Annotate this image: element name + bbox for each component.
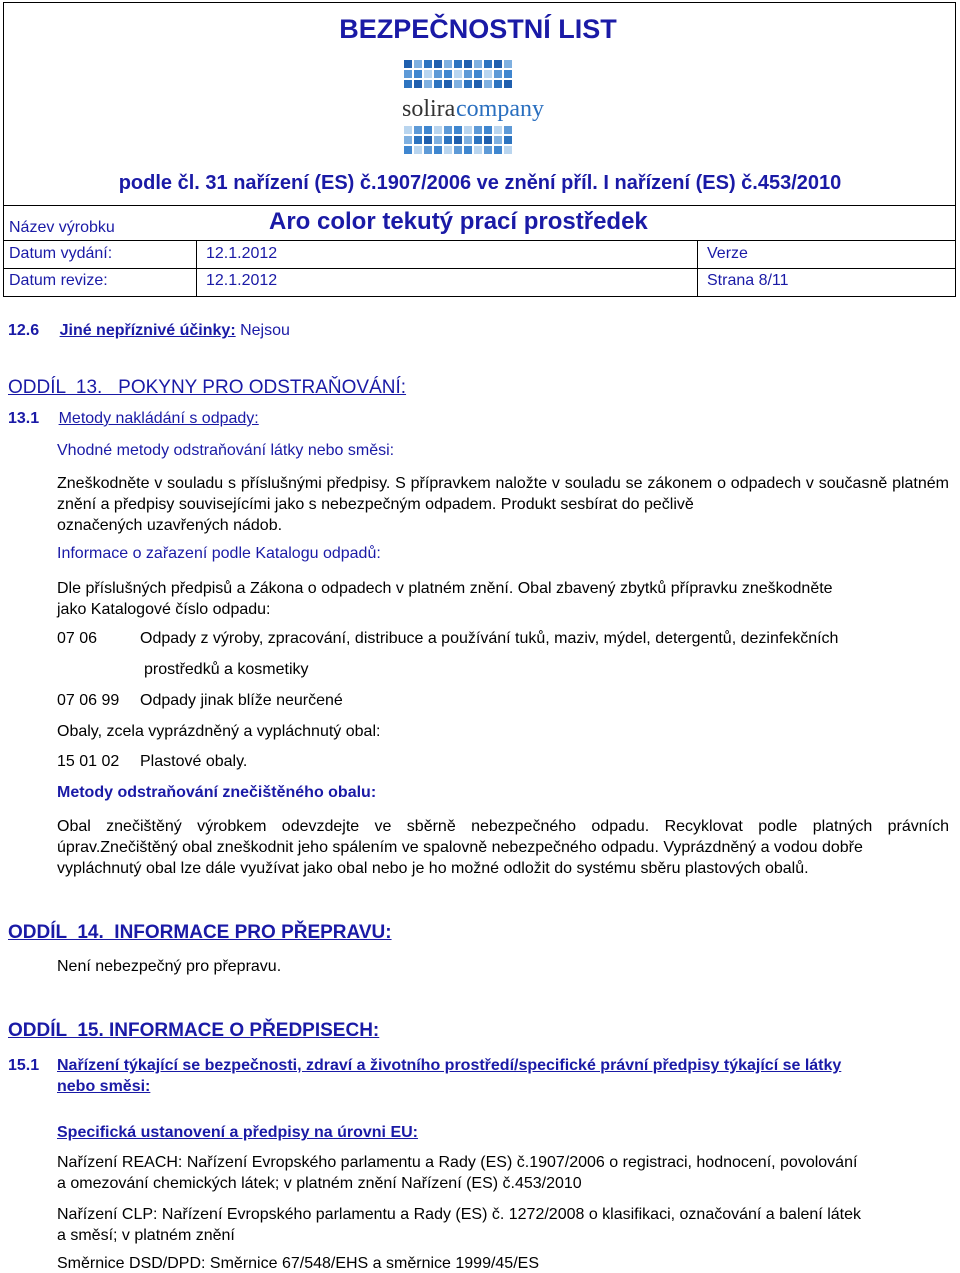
page-number: Strana 8/11 xyxy=(707,272,789,289)
packaging-line: Obaly, zcela vyprázdněný a vypláchnutý obal: xyxy=(57,723,381,740)
waste-code-2-text: Odpady jinak blíže neurčené xyxy=(140,692,343,709)
logo-tile xyxy=(424,136,432,144)
logo-tile xyxy=(404,136,412,144)
contaminated-paragraph-last: vypláchnutý obal lze dále využívat jako obal nebo je ho možné odložit do systému sběru plastových obalů. xyxy=(57,860,809,877)
logo-tile xyxy=(454,80,462,88)
logo-tile xyxy=(404,60,412,68)
issue-date-label: Datum vydání: xyxy=(9,245,113,262)
logo-tile xyxy=(434,136,442,144)
logo-tile xyxy=(434,60,442,68)
logo-tile xyxy=(504,80,512,88)
logo-tile xyxy=(464,136,472,144)
product-label: Název výrobku xyxy=(9,219,115,236)
logo-tile xyxy=(484,80,492,88)
logo-tile xyxy=(474,136,482,144)
logo-tile xyxy=(444,136,452,144)
logo-tile xyxy=(464,126,472,134)
section-15-heading: ODDÍL 15. INFORMACE O PŘEDPISECH: xyxy=(8,1020,380,1041)
header-row-divider-1 xyxy=(3,240,956,241)
logo-tile xyxy=(484,126,492,134)
logo-tile xyxy=(414,126,422,134)
logo-tile xyxy=(504,136,512,144)
contaminated-paragraph-body: Obal znečištěný výrobkem odevzdejte ve sběrně nebezpečného odpadu. Recyklovat podle platných právních úprav.Znečištěný obal zneškodnit jeho spálením ve spalovně nebezpečného odpadu. Vyprázdněný a vodou dobře xyxy=(57,818,949,856)
logo-tile xyxy=(504,60,512,68)
logo-tile xyxy=(454,60,462,68)
logo-tile xyxy=(414,146,422,154)
revision-date-label: Datum revize: xyxy=(9,272,108,289)
section-14-heading: ODDÍL 14. INFORMACE PRO PŘEPRAVU: xyxy=(8,922,392,943)
section-15-1-number: 15.1 xyxy=(8,1057,40,1074)
reach-line-2: a omezování chemických látek; v platném znění Nařízení (ES) č.453/2010 xyxy=(57,1175,582,1192)
logo-tile xyxy=(414,70,422,78)
transport-text: Není nebezpečný pro přepravu. xyxy=(57,958,282,975)
waste-code-3-text: Plastové obaly. xyxy=(140,753,248,770)
logo-tile xyxy=(404,146,412,154)
logo-tile xyxy=(484,136,492,144)
logo-tile xyxy=(444,70,452,78)
section-13-1-title: Metody nakládání s odpady: xyxy=(58,410,259,427)
regulation-line: podle čl. 31 nařízení (ES) č.1907/2006 ve znění příl. I nařízení (ES) č.453/2010 xyxy=(118,172,842,194)
logo-tile xyxy=(474,60,482,68)
logo-tile xyxy=(404,80,412,88)
version-label: Verze xyxy=(707,245,748,262)
logo-tile xyxy=(434,70,442,78)
methods-subheading: Vhodné metody odstraňování látky nebo směsi: xyxy=(57,442,395,459)
logo-tile xyxy=(444,60,452,68)
logo-tile xyxy=(434,146,442,154)
logo-tile xyxy=(474,70,482,78)
logo-tile xyxy=(474,126,482,134)
dsd-line: Směrnice DSD/DPD: Směrnice 67/548/EHS a směrnice 1999/45/ES xyxy=(57,1255,539,1272)
logo-tile xyxy=(424,80,432,88)
logo-text-accent: company xyxy=(456,96,544,122)
logo-tile xyxy=(424,60,432,68)
logo-tile xyxy=(444,146,452,154)
logo-tile xyxy=(414,60,422,68)
waste-code-3: 15 01 02 xyxy=(57,753,120,770)
logo-tile xyxy=(404,126,412,134)
logo-tile xyxy=(484,70,492,78)
disposal-paragraph-body: Zneškodněte v souladu s příslušnými předpisy. S přípravkem naložte v souladu se zákonem o odpadech v současně platném znění a předpisy souvisejícími jako s nebezpečným odpadem. Produkt sesbírat do pečlivě xyxy=(57,475,949,513)
logo-tile xyxy=(494,126,502,134)
logo-tile xyxy=(444,126,452,134)
logo-tile xyxy=(494,80,502,88)
logo-tile xyxy=(444,80,452,88)
section-12-6-number: 12.6 xyxy=(8,322,40,339)
product-name: Aro color tekutý prací prostředek xyxy=(269,208,648,235)
logo-tile xyxy=(494,60,502,68)
clp-line-2: a směsí; v platném znění xyxy=(57,1227,235,1244)
catalog-subheading: Informace o zařazení podle Katalogu odpadů: xyxy=(57,545,381,562)
disposal-paragraph xyxy=(57,473,949,536)
logo-tile xyxy=(424,126,432,134)
logo-tile xyxy=(504,70,512,78)
logo-tile xyxy=(504,146,512,154)
logo-tile xyxy=(414,80,422,88)
waste-code-1-text: Odpady z výroby, zpracování, distribuce a používání tuků, maziv, mýdel, detergentů, dezinfekčních xyxy=(140,630,839,647)
logo-tile xyxy=(464,80,472,88)
waste-code-1-text-cont: prostředků a kosmetiky xyxy=(144,661,309,678)
catalog-paragraph-body: Dle příslušných předpisů a Zákona o odpadech v platném znění. Obal zbavený zbytků přípravku zneškodněte xyxy=(57,580,833,597)
revision-date: 12.1.2012 xyxy=(206,272,278,289)
logo-tile xyxy=(494,136,502,144)
logo-tile xyxy=(404,70,412,78)
eu-provisions-subheading: Specifická ustanovení a předpisy na úrovni EU: xyxy=(57,1124,418,1141)
disposal-paragraph-last: označených uzavřených nádob. xyxy=(57,517,283,534)
logo-tile xyxy=(494,70,502,78)
clp-line-1: Nařízení CLP: Nařízení Evropského parlamentu a Rady (ES) č. 1272/2008 o klasifikaci, označování a balení látek xyxy=(57,1206,861,1223)
logo-tile xyxy=(464,146,472,154)
logo-tile xyxy=(424,146,432,154)
company-logo xyxy=(398,56,544,158)
logo-tile xyxy=(494,146,502,154)
logo-tile xyxy=(474,80,482,88)
section-13-heading: ODDÍL 13. POKYNY PRO ODSTRAŇOVÁNÍ: xyxy=(8,377,407,398)
section-13-1 xyxy=(8,410,259,428)
logo-tile xyxy=(454,126,462,134)
issue-date: 12.1.2012 xyxy=(206,245,278,262)
catalog-paragraph-last: jako Katalogové číslo odpadu: xyxy=(57,601,271,618)
logo-tile xyxy=(454,136,462,144)
logo-tile xyxy=(434,126,442,134)
catalog-paragraph xyxy=(57,578,949,620)
logo-tile xyxy=(484,146,492,154)
waste-code-1: 07 06 xyxy=(57,630,98,647)
logo-tile xyxy=(464,70,472,78)
logo-tile xyxy=(414,136,422,144)
section-15-1-title-line1: Nařízení týkající se bezpečnosti, zdraví a životního prostředí/specifické právní předpisy týkající se látky xyxy=(57,1057,842,1074)
header-row-divider-2 xyxy=(3,268,956,269)
logo-text-main: solira xyxy=(402,96,456,122)
contaminated-paragraph xyxy=(57,816,949,879)
logo-tile xyxy=(484,60,492,68)
logo-tile xyxy=(454,70,462,78)
contaminated-subheading: Metody odstraňování znečištěného obalu: xyxy=(57,784,377,801)
reach-line-1: Nařízení REACH: Nařízení Evropského parlamentu a Rady (ES) č.1907/2006 o registraci, hodnocení, povolování xyxy=(57,1154,858,1171)
logo-tile xyxy=(464,60,472,68)
document-title: BEZPEČNOSTNÍ LIST xyxy=(339,14,617,44)
logo-tile xyxy=(504,126,512,134)
waste-code-2: 07 06 99 xyxy=(57,692,120,709)
section-12-6-value: Nejsou xyxy=(235,322,290,339)
section-13-1-number: 13.1 xyxy=(8,410,40,427)
section-12-6-title: Jiné nepříznivé účinky: xyxy=(59,322,236,339)
logo-tile xyxy=(424,70,432,78)
logo-tile xyxy=(434,80,442,88)
section-15-1-title-line2: nebo směsi: xyxy=(57,1078,151,1095)
logo-tile xyxy=(454,146,462,154)
logo-tile xyxy=(474,146,482,154)
section-12-6 xyxy=(8,322,290,340)
header-divider xyxy=(3,205,956,206)
